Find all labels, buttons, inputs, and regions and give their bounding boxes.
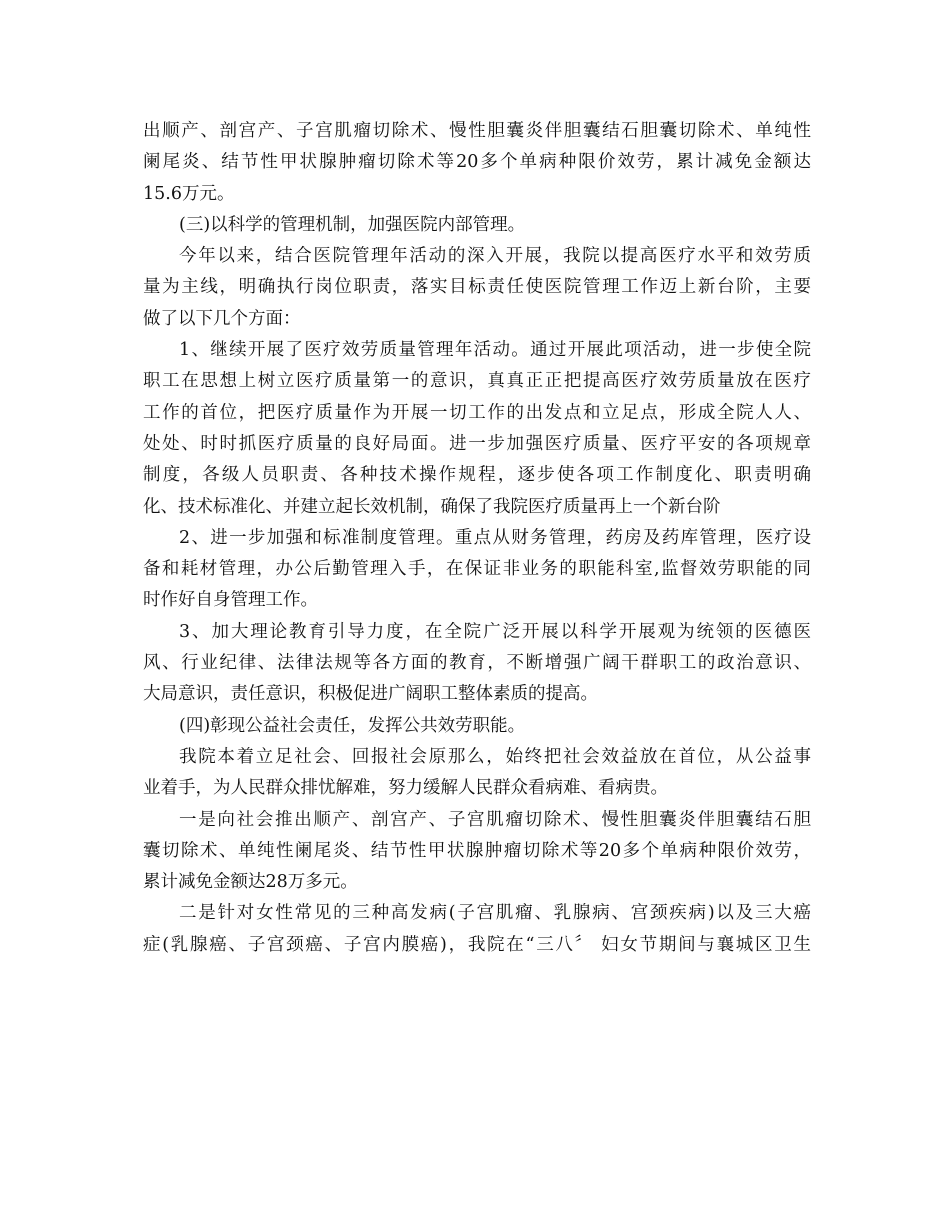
text-line-5: 今年以来，结合医院管理年活动的深入开展，我院以提高医疗水平和效劳质: [179, 246, 811, 267]
text-line-12: 制度，各级人员职责、各种技术操作规程，逐步使各项工作制度化、职责明确: [143, 465, 811, 486]
text-line-11: 处处、时时抓医疗质量的良好局面。进一步加强医疗质量、医疗平安的各项规章: [143, 433, 811, 454]
text-line-6: 量为主线，明确执行岗位职责，落实目标责任使医院管理工作迈上新台阶，主要: [143, 277, 811, 298]
text-line-26: 二是针对女性常见的三种高发病(子宫肌瘤、乳腺病、宫颈疾病)以及三大癌: [179, 903, 811, 924]
text-line-21: 我院本着立足社会、回报社会原那么，始终把社会效益放在首位，从公益事: [179, 746, 811, 767]
text-line-8: 1、继续开展了医疗效劳质量管理年活动。通过开展此项活动，进一步使全院: [179, 340, 811, 361]
text-line-22: 业着手，为人民群众排忧解难，努力缓解人民群众看病难、看病贵。: [143, 778, 668, 799]
text-line-20: (四)彰现公益社会责任，发挥公共效劳职能。: [179, 715, 526, 736]
text-line-18: 风、行业纪律、法律法规等各方面的教育，不断增强广阔干群职工的政治意识、: [143, 653, 811, 674]
document-body: [143, 116, 811, 961]
text-line-9: 职工在思想上树立医疗质量第一的意识，真真正正把提高医疗效劳质量放在医疗: [143, 371, 811, 392]
text-line-4: (三)以科学的管理机制，加强医院内部管理。: [179, 214, 526, 235]
text-line-19: 大局意识，责任意识，积极促进广阔职工整体素质的提高。: [143, 684, 598, 705]
text-line-15: 备和耗材管理，办公后勤管理入手，在保证非业务的职能科室,监督效劳职能的同: [143, 559, 811, 580]
text-line-23: 一是向社会推出顺产、剖宫产、子宫肌瘤切除术、慢性胆囊炎伴胆囊结石胆: [179, 809, 811, 830]
text-line-25: 累计减免金额达28万多元。: [143, 872, 358, 893]
text-line-14: 2、进一步加强和标准制度管理。重点从财务管理，药房及药库管理，医疗设: [179, 527, 811, 548]
text-line-24: 囊切除术、单纯性阑尾炎、结节性甲状腺肿瘤切除术等20多个单病种限价效劳，: [143, 840, 811, 861]
text-line-27: 症(乳腺癌、子宫颈癌、子宫内膜癌)，我院在“三八〞 妇女节期间与襄城区卫生: [143, 934, 811, 955]
text-line-7: 做了以下几个方面：: [143, 308, 301, 329]
text-line-13: 化、技术标准化、并建立起长效机制，确保了我院医疗质量再上一个新台阶: [143, 496, 721, 517]
text-line-16: 时作好自身管理工作。: [143, 590, 318, 611]
text-line-1: 出顺产、剖宫产、子宫肌瘤切除术、慢性胆囊炎伴胆囊结石胆囊切除术、单纯性: [143, 121, 811, 141]
text-line-3: 15.6万元。: [143, 183, 235, 204]
text-line-2: 阑尾炎、结节性甲状腺肿瘤切除术等20多个单病种限价效劳，累计减免金额达: [143, 152, 811, 173]
text-line-10: 工作的首位，把医疗质量作为开展一切工作的出发点和立足点，形成全院人人、: [143, 402, 811, 423]
text-line-17: 3、加大理论教育引导力度，在全院广泛开展以科学开展观为统领的医德医: [179, 621, 811, 642]
